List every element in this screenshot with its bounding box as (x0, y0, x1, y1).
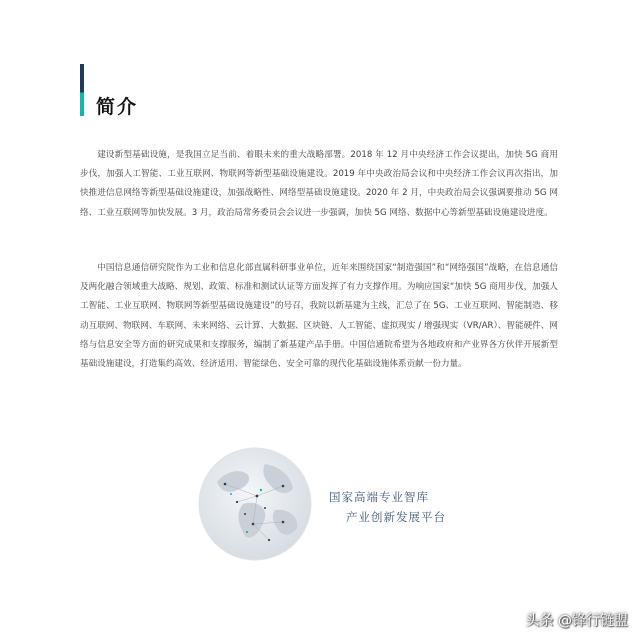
slogan-line-2: 产业创新发展平台 (346, 510, 446, 524)
slogan-line-1: 国家高端专业智库 (329, 490, 429, 504)
watermark-text: 头条 @锋行链盟 (525, 613, 628, 629)
globe-icon (195, 444, 315, 564)
heading-accent-bar (80, 64, 84, 116)
page-title: 简介 (96, 96, 139, 118)
intro-paragraph-1: 建设新型基础设施，是我国立足当前、着眼未来的重大战略部署。2018 年 12 月中央经济工作会议提出，加快 5G 商用步伐，加强人工智能、工业互联网、物联网等新型基础设施建设。2019 年中央政治局会议和中央经济工作会议再次指出，加快推进信息网络等新型基础设施建设，加强战略性、网络型基础设施建设。2020 年 2 月，中央政治局会议强调要推动 5G 网络、工业互联网等加快发展。3 月，政治局常务委员会会议进一步强调，加快 5G 网络、数据中心等新型基础设施建设进度。 (80, 150, 558, 218)
intro-paragraph-2: 中国信息通信研究院作为工业和信息化部直属科研事业单位，近年来围绕国家“制造强国”和“网络强国”战略，在信息通信及两化融合领域重大战略、规划、政策、标准和测试认证等方面发挥了有力支撑作用。为响应国家“加快 5G 商用步伐，加强人工智能、工业互联网、物联网等新型基础设施建设”的号召，我院以新基建为主线，汇总了在 5G、工业互联网、智能制造、移动互联网、物联网、车联网、未来网络、云计算、大数据、区块链、人工智能、虚拟现实 / 增强现实（VR/AR）、智能硬件、网络与信息安全等方面的研究成果和支撑服务，编制了新基建产品手册。中国信通院希望为各地政府和产业界各方伙伴开展新型基础设施建设，打造集约高效、经济适用、智能绿色、安全可靠的现代化基础设施体系贡献一份力量。 (80, 263, 558, 370)
